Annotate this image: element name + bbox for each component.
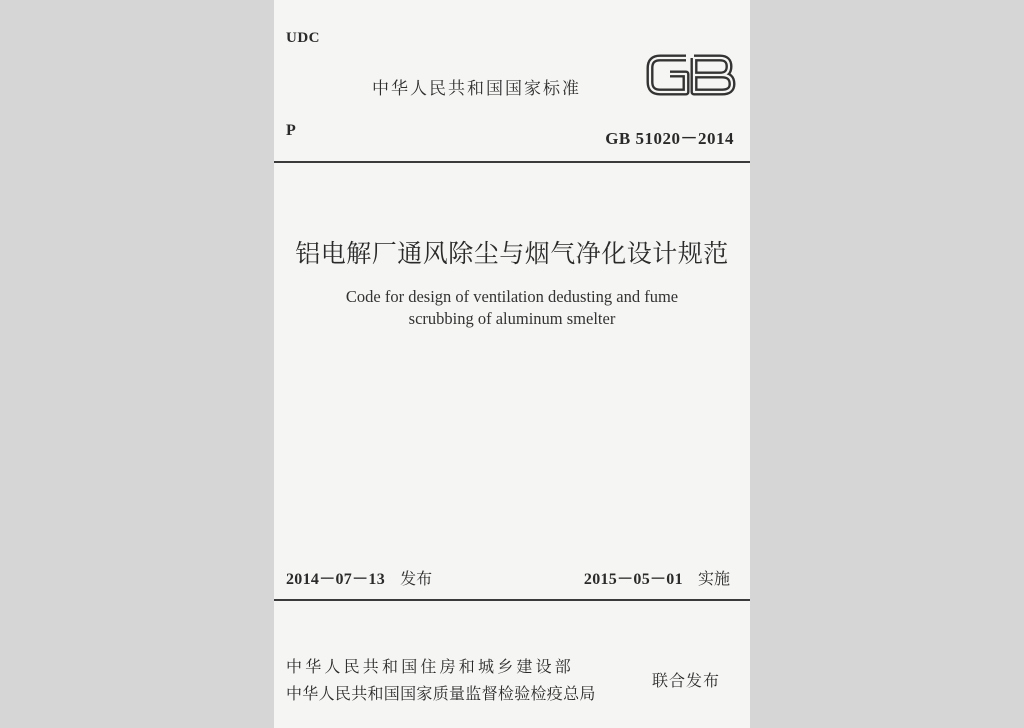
implement-date-block [584, 566, 730, 589]
title-english-line-1: Code for design of ventilation dedusting and fume [345, 287, 679, 306]
classification-code: P [286, 122, 296, 139]
standard-number: GB 51020－2014 [605, 129, 734, 148]
cover-page [274, 0, 750, 728]
implement-label: 实施 [697, 569, 730, 588]
udc-label: UDC [286, 30, 320, 46]
issue-date: 2014－07－13 [286, 571, 385, 588]
joint-release-label: 联合发布 [652, 671, 721, 690]
issue-date-block [286, 566, 432, 589]
issue-label: 发布 [400, 569, 433, 588]
publisher-ministry: 中华人民共和国住房和城乡建设部 [286, 657, 575, 676]
top-divider [274, 161, 750, 163]
title-english-line-2: scrubbing of aluminum smelter [408, 309, 616, 328]
bottom-divider [274, 599, 750, 601]
title-chinese: 铝电解厂通风除尘与烟气净化设计规范 [295, 239, 729, 268]
gb-logo [646, 48, 738, 100]
national-standard-header: 中华人民共和国国家标准 [372, 79, 581, 99]
title-english [314, 286, 710, 330]
implement-date: 2015－05－01 [583, 571, 683, 588]
publisher-aqsiq: 中华人民共和国国家质量监督检验检疫总局 [286, 684, 596, 703]
